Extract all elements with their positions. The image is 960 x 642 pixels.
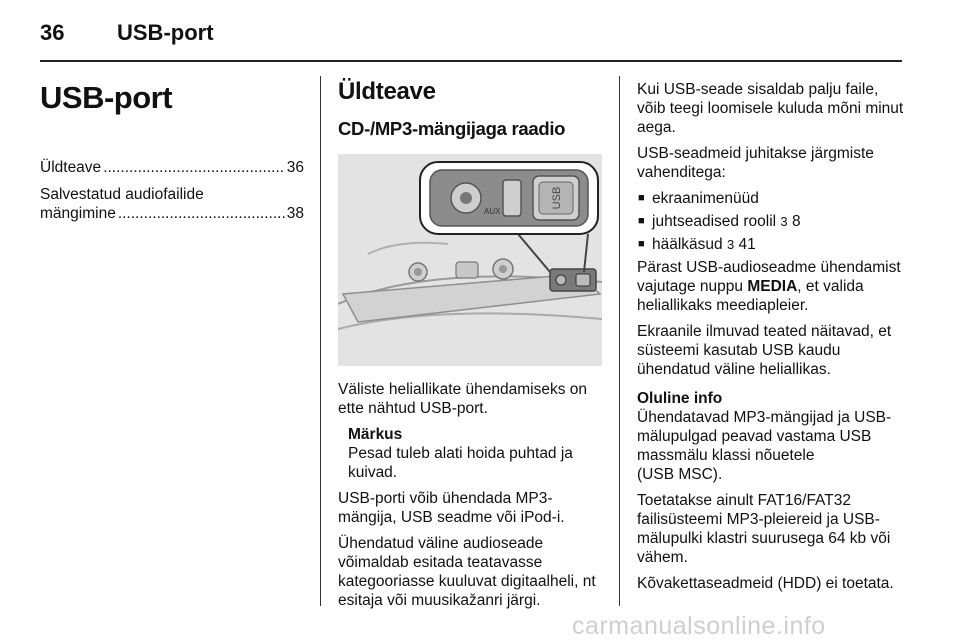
page-ref-arrow-icon: 3 xyxy=(726,237,735,252)
list-item xyxy=(637,189,907,208)
list-item-text: häälkäsud 3 41 xyxy=(652,236,756,253)
paragraph: USB-seadmeid juhitakse järgmiste vahenditega: xyxy=(637,145,874,181)
paragraph: Toetatakse ainult FAT16/FAT32 failisüsteemi MP3-pleiereid ja USB-mälupulki klastri suurusega 64 kb või vähem. xyxy=(637,492,891,566)
note-title: Märkus xyxy=(348,426,403,443)
control-methods-list xyxy=(637,189,907,254)
bullet-icon: ■ xyxy=(638,238,645,250)
paragraph: (USB MSC). xyxy=(637,466,723,483)
toc-entry-label: Üldteave xyxy=(40,159,102,176)
toc-leader-dots xyxy=(103,158,285,177)
toc-entry-playing-files[interactable] xyxy=(40,185,304,223)
note-text: Pesad tuleb alati hoida puhtad ja kuivad. xyxy=(348,445,573,481)
info-heading: Oluline info xyxy=(637,390,723,407)
bullet-icon: ■ xyxy=(638,192,645,204)
list-item xyxy=(637,235,907,254)
page-number: 36 xyxy=(40,20,65,45)
chapter-title: USB-port xyxy=(40,80,173,115)
aux-port-label: AUX xyxy=(484,207,501,216)
toc-entry-page: 38 xyxy=(286,205,304,222)
paragraph: Kui USB-seade sisaldab palju faile, võib teegi loomisele kuluda mõni minut aega. xyxy=(637,81,904,136)
dashboard-drawing xyxy=(338,154,602,366)
details-column xyxy=(637,76,907,600)
page-ref[interactable]: 41 xyxy=(738,236,756,253)
header-section-title: USB-port xyxy=(117,20,214,45)
page-ref[interactable]: 8 xyxy=(791,213,801,230)
toc-leader-dots xyxy=(118,204,285,223)
toc-entry-general[interactable] xyxy=(40,158,304,177)
paragraph: USB-porti võib ühendada MP3-mängija, USB seadme või iPod-i. xyxy=(338,490,565,526)
paragraph: Ühendatud väline audioseade võimaldab esitada teatavasse kategooriasse kuuluvat digitaalheli, nt esitaja või muusikažanri järgi. xyxy=(338,535,596,609)
list-item-text: juhtseadised roolil 3 8 xyxy=(652,213,801,230)
usb-port-illustration xyxy=(338,154,602,366)
watermark: carmanualsonline.info xyxy=(572,612,826,640)
toc-entry-page: 36 xyxy=(286,159,304,176)
section-heading: Üldteave xyxy=(338,78,436,105)
usb-port-label: USB xyxy=(551,186,563,210)
paragraph: Ühendatavad MP3-mängijad ja USB-mälupulgad peavad vastama USB massmälu klassi nõuetele xyxy=(637,409,892,464)
paragraph: Kõvakettaseadmeid (HDD) ei toetata. xyxy=(637,575,894,592)
header-divider xyxy=(40,60,902,62)
list-item-text: ekraanimenüüd xyxy=(652,190,759,207)
section-subheading: CD-/MP3-mängijaga raadio xyxy=(338,118,566,139)
paragraph: Väliste heliallikate ühendamiseks on ette nähtud USB-port. xyxy=(338,381,588,417)
toc-column xyxy=(40,76,304,231)
paragraph: Pärast USB-audioseadme ühendamist vajutage nuppu MEDIA, et valida heliallikaks meediapleier. xyxy=(637,259,901,314)
bullet-icon: ■ xyxy=(638,215,645,227)
general-column xyxy=(338,76,602,617)
column-divider-2 xyxy=(619,76,620,606)
list-item xyxy=(637,212,907,231)
toc-entry-label-line1: Salvestatud audiofailide xyxy=(40,186,204,203)
page-ref-arrow-icon: 3 xyxy=(780,214,788,229)
table-of-contents xyxy=(40,158,304,223)
media-button-label: MEDIA xyxy=(747,278,798,295)
column-divider-1 xyxy=(320,76,321,606)
note-box xyxy=(348,425,602,482)
toc-entry-label-line2: mängimine xyxy=(40,205,116,222)
paragraph: Ekraanile ilmuvad teated näitavad, et süsteemi kasutab USB kaudu ühendatud väline heliallikas. xyxy=(637,323,892,378)
